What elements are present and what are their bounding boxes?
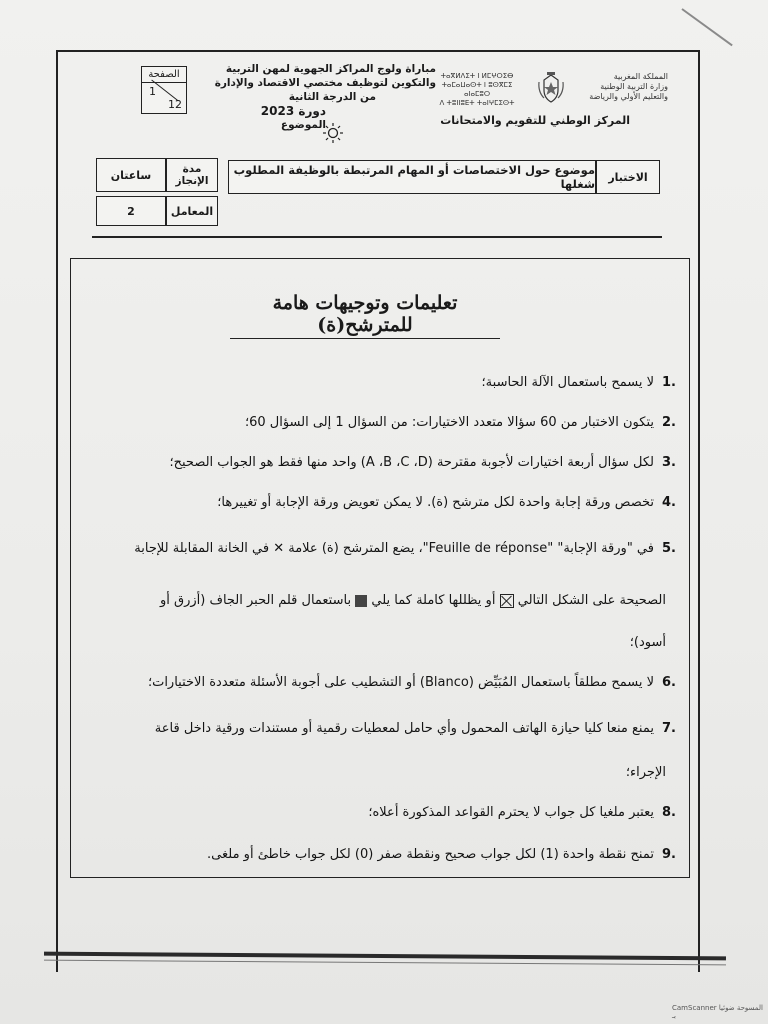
- item-number-1: .1: [662, 375, 676, 390]
- exam-line-3: من الدرجة الثانية: [288, 91, 376, 103]
- page-total: 12: [168, 98, 182, 111]
- item5-text-end: أسود)؛: [629, 635, 666, 650]
- ministry-line-2: وزارة التربية الوطنية: [600, 82, 668, 91]
- instruction-item-6: [148, 674, 654, 692]
- duration-value-cell: [96, 158, 166, 192]
- page-number-box: [141, 66, 187, 114]
- instruction-item-7: [155, 720, 654, 738]
- instruction-item-4: [217, 494, 654, 512]
- tifinagh-line-2: ⵜⴰⵎⴰⵡⴰⵙⵜ ⵏ ⵓⵙⴳⵎⵉ ⴰⵏⴰⵎⵓⵔ: [441, 81, 513, 98]
- item-text: في "ورقة الإجابة" "Feuille de réponse"، يضع المترشح (ة) علامة ✕ في الخانة المقابلة للإجابة: [134, 541, 654, 556]
- header-separator: [92, 236, 662, 238]
- item-text: تخصص ورقة إجابة واحدة لكل مترشح (ة). لا يمكن تعويض ورقة الإجابة أو تغييرها؛: [217, 495, 654, 510]
- item5-text-c: باستعمال قلم الحبر الجاف (أزرق أو: [159, 593, 352, 608]
- instructions-box: [70, 258, 690, 878]
- instruction-item-2: [245, 414, 654, 432]
- instruction-item-7-line-2: [626, 764, 666, 782]
- sun-icon: [322, 122, 344, 144]
- test-value: موضوع حول الاختصاصات أو المهام المرتبطة بالوظيفة المطلوب شغلها: [233, 163, 595, 191]
- item-text: لا يسمح مطلقاً باستعمال المُبَيِّض (Blanco) أو التشطيب على أجوبة الأسئلة متعددة الاختيارات؛: [147, 675, 654, 690]
- instruction-item-5-line-2: [160, 592, 666, 610]
- coef-value-cell: [96, 196, 166, 226]
- ministry-block: [568, 72, 668, 102]
- item-text: يمنع منعا كليا حيازة الهاتف المحمول وأي حامل لمعطيات رقمية أو مستندات ورقية داخل قاعة: [154, 721, 654, 736]
- duration-label: مدة الإنجاز: [175, 163, 209, 187]
- item-text: لا يسمح باستعمال الآلة الحاسبة؛: [481, 375, 654, 390]
- test-label-cell: [596, 160, 660, 194]
- exam-line-1: مباراة ولوج المراكز الجهوية لمهن التربية: [225, 63, 436, 75]
- exam-title-block: [186, 62, 436, 132]
- crossed-box-icon: [500, 594, 514, 608]
- tifinagh-line-1: ⵜⴰⴳⵍⴷⵉⵜ ⵏ ⵍⵎⵖⵔⵉⴱ: [440, 72, 514, 80]
- item-number-8: .8: [662, 805, 676, 820]
- session: دورة 2023: [260, 104, 326, 118]
- coef-label: المعامل: [170, 204, 214, 218]
- coef-value: 2: [127, 204, 135, 218]
- item7-text-end: الإجراء؛: [625, 765, 666, 780]
- doc-type: الموضوع: [280, 119, 326, 131]
- page-label: الصفحة: [142, 67, 186, 83]
- duration-label-cell: [166, 158, 218, 192]
- filled-box-icon: [355, 595, 367, 607]
- item-text: تمنح نقطة واحدة (1) لكل جواب صحيح ونقطة صفر (0) لكل جواب خاطئ أو ملغى.: [207, 847, 654, 862]
- instructions-title: تعليمات وتوجيهات هامة للمترشح(ة): [230, 292, 500, 339]
- instruction-item-3: [169, 454, 654, 472]
- item-text: يتكون الاختبار من 60 سؤالا متعدد الاختيارات: من السؤال 1 إلى السؤال 60؛: [244, 415, 654, 430]
- scanner-watermark: CamScanner المسوحة ضوئيا بـ: [672, 1004, 763, 1020]
- tifinagh-block: [432, 72, 522, 108]
- item-number-7: .7: [662, 721, 676, 736]
- coat-of-arms-icon: [536, 72, 566, 106]
- instruction-item-1: [482, 374, 654, 392]
- duration-value: ساعتان: [110, 168, 152, 182]
- item-number-6: .6: [662, 675, 676, 690]
- item-number-2: .2: [662, 415, 676, 430]
- test-label: الاختبار: [608, 170, 648, 184]
- item-number-9: .9: [662, 847, 676, 862]
- ministry-line-3: والتعليم الأولي والرياضة: [589, 92, 668, 101]
- centre-name: المركز الوطني للتقويم والامتحانات: [440, 114, 630, 127]
- tifinagh-line-3: ⴷ ⵜⵓⵏⵏⵓⴹⵜ ⵜⴰⵏⵖⵎⵉⵙⵜ: [439, 99, 515, 107]
- item-number-3: .3: [662, 455, 676, 470]
- page-number: 1: [149, 85, 156, 98]
- item-number-4: .4: [662, 495, 676, 510]
- instruction-item-9: [207, 846, 654, 864]
- test-value-cell: [228, 160, 596, 194]
- instruction-item-5-line-3: [630, 634, 666, 652]
- instruction-item-5: [134, 540, 654, 558]
- item-text: لكل سؤال أربعة اختيارات لأجوبة مقترحة (A ،B ،C ،D) واحد منها فقط هو الجواب الصحيح؛: [169, 455, 654, 470]
- ministry-line-1: المملكة المغربية: [613, 72, 668, 81]
- item-number-5: .5: [662, 541, 676, 556]
- item5-text-b: أو يظللها كاملة كما يلي: [371, 593, 496, 608]
- item-text: يعتبر ملغيا كل جواب لا يحترم القواعد المذكورة أعلاه؛: [368, 805, 654, 820]
- coef-label-cell: [166, 196, 218, 226]
- instruction-item-8: [368, 804, 654, 822]
- exam-line-2: والتكوين لتوظيف مختصي الاقتصاد والإدارة: [214, 77, 436, 89]
- item5-text-a: الصحيحة على الشكل التالي: [517, 593, 666, 608]
